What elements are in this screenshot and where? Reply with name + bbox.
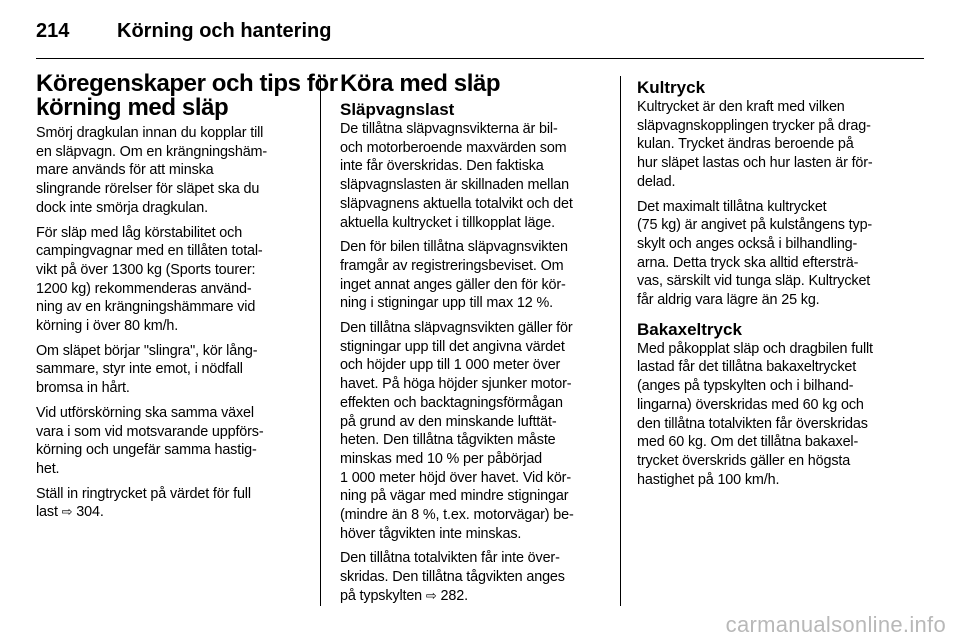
text-line: 1200 kg) rekommenderas använd-: [36, 280, 252, 297]
text-line: dock inte smörja dragkulan.: [36, 199, 208, 216]
text-line: körning och ungefär samma hastig-: [36, 442, 257, 459]
text-line: campingvagnar med en tillåten total-: [36, 243, 263, 260]
text-line: het.: [36, 460, 60, 477]
column-towing-tips: [36, 70, 338, 528]
text-line: trycket överskrids gäller en högsta: [637, 452, 851, 469]
paragraph-total-weight: [340, 549, 606, 605]
text-line: heten. Den tillåtna tågvikten måste: [340, 432, 556, 449]
page-reference-arrow-icon: ⇨: [425, 587, 437, 603]
section-title-towing-tips: [36, 70, 338, 121]
text-fragment: på typskylten: [340, 587, 423, 604]
paragraph-drawbar-definition: [637, 98, 905, 192]
text-line: Den tillåtna totalvikten får inte över-: [340, 550, 560, 567]
header-divider: [36, 58, 924, 59]
text-line: Kultrycket är den kraft med vilken: [637, 99, 845, 115]
paragraph-rear-axle: [637, 340, 905, 490]
text-line: Med påkopplat släp och dragbilen fullt: [637, 340, 873, 357]
text-line: slingrande rörelser för släpet ska du: [36, 181, 260, 198]
title-line: körning med släp: [36, 94, 229, 121]
column-divider-right: [620, 76, 621, 606]
text-line: 1 000 meter höjd över havet. Vid kör-: [340, 469, 571, 486]
text-line: mare används för att minska: [36, 162, 214, 179]
text-line: Ställ in ringtrycket på värdet för full: [36, 485, 251, 502]
text-line: havet. På höga höjder sjunker motor-: [340, 376, 572, 393]
text-line: och höjder upp till 1 000 meter över: [340, 357, 561, 374]
text-line: körning i över 80 km/h.: [36, 318, 179, 335]
paragraph-lubricate: [36, 124, 304, 218]
text-line: med 60 kg. Om det tillåtna bakaxel-: [637, 434, 859, 451]
title-line: Köregenskaper och tips för: [36, 70, 338, 97]
text-line: bromsa in hårt.: [36, 380, 130, 397]
subsection-title-drawbar-load: Kultryck: [637, 78, 706, 97]
text-line: För släp med låg körstabilitet och: [36, 224, 243, 241]
text-line: lingarna) överskridas med 60 kg och: [637, 396, 864, 413]
paragraph-snaking: [36, 342, 304, 398]
text-line: (75 kg) är angivet på kulstångens typ-: [637, 217, 873, 234]
text-line: vas, särskilt vid tunga släp. Kultrycket: [637, 273, 871, 290]
text-line: en släpvagn. Om en krängningshäm-: [36, 143, 268, 160]
text-line: Smörj dragkulan innan du kopplar till: [36, 125, 264, 141]
text-line: vikt på över 1300 kg (Sports tourer:: [36, 261, 256, 278]
text-line: lastad får det tillåtna bakaxeltrycket: [637, 359, 857, 376]
text-line: arna. Detta tryck ska alltid eftersträ-: [637, 254, 859, 271]
paragraph-altitude: [340, 319, 606, 543]
text-line: ning på vägar med mindre stigningar: [340, 488, 569, 505]
text-line: släpvagnens aktuella totalvikt och det: [340, 195, 573, 212]
text-line: ning i stigningar upp till max 12 %.: [340, 295, 553, 312]
paragraph-drawbar-max: [637, 198, 905, 310]
text-line: hur släpet lastas och hur lasten är för-: [637, 155, 873, 172]
paragraph-downhill: [36, 404, 304, 479]
text-line: och motorberoende maxvärden som: [340, 139, 567, 156]
page-header: [36, 20, 924, 48]
text-line: (mindre än 8 %, t.ex. motorvägar) be-: [340, 507, 574, 524]
text-line: på grund av den minskande lufttät-: [340, 413, 557, 430]
text-line: höver tågvikten inte minskas.: [340, 525, 522, 542]
text-line: Det maximalt tillåtna kultrycket: [637, 198, 827, 215]
text-line: släpvagnslasten är skillnaden mellan: [340, 177, 569, 194]
page-reference-link[interactable]: 282.: [440, 587, 468, 604]
text-line: Vid utförskörning ska samma växel: [36, 404, 254, 421]
text-line: effekten och backtagningsförmågan: [340, 394, 563, 411]
text-line: (anges på typskylten och i bilhand-: [637, 378, 854, 395]
text-line: vara i som vid motsvarande uppförs-: [36, 423, 264, 440]
column-drawbar-axle-load: [637, 78, 905, 495]
text-line: aktuella kultrycket i tillkopplat läge.: [340, 214, 555, 231]
text-line: delad.: [637, 173, 676, 190]
text-line: Den tillåtna släpvagnsvikten gäller för: [340, 320, 573, 337]
section-title-driving-with-trailer: Köra med släp: [340, 70, 501, 97]
text-line: hastighet på 100 km/h.: [637, 471, 780, 488]
page-reference-link[interactable]: 304.: [76, 504, 104, 521]
paragraph-registration: [340, 238, 606, 313]
text-line: stigningar upp till det angivna värdet: [340, 338, 565, 355]
text-line: minskas med 10 % per påbörjad: [340, 450, 543, 467]
text-line: sammare, styr inte emot, i nödfall: [36, 361, 243, 378]
text-line: skridas. Den tillåtna tågvikten anges: [340, 569, 565, 586]
text-line: Den för bilen tillåtna släpvagnsvikten: [340, 239, 568, 256]
text-line: inte får överskridas. Den faktiska: [340, 158, 544, 175]
subsection-title-trailer-load: Släpvagnslast: [340, 100, 455, 119]
column-driving-with-trailer: [340, 72, 606, 612]
paragraph-trailer-load: [340, 120, 606, 232]
text-line: Om släpet börjar "slingra", kör lång-: [36, 342, 258, 359]
page-reference-arrow-icon: ⇨: [61, 504, 73, 520]
text-line: De tillåtna släpvagnsvikterna är bil-: [340, 121, 558, 137]
column-divider-left: [320, 76, 321, 606]
watermark: carmanualsonline.info: [725, 612, 946, 637]
text-line: skylt och anges också i bilhandling-: [637, 235, 858, 252]
text-fragment: last: [36, 504, 58, 521]
text-line: ning av en krängningshämmare vid: [36, 299, 256, 316]
page-number: 214: [36, 20, 70, 42]
subsection-title-rear-axle-load: Bakaxeltryck: [637, 319, 742, 339]
paragraph-tyre-pressure: [36, 485, 304, 522]
text-line: inget annat anges gäller den för kör-: [340, 276, 566, 293]
text-line: kulan. Trycket ändras beroende på: [637, 136, 854, 153]
text-line: får aldrig vara lägre än 25 kg.: [637, 292, 820, 309]
text-line: släpvagnskopplingen trycker på drag-: [637, 117, 871, 134]
text-line: [340, 587, 606, 606]
running-title: Körning och hantering: [117, 20, 332, 42]
paragraph-stabilizer: [36, 224, 304, 336]
text-line: den tillåtna totalvikten får överskridas: [637, 415, 868, 432]
text-line: [36, 503, 304, 522]
text-line: framgår av registreringsbeviset. Om: [340, 257, 564, 274]
